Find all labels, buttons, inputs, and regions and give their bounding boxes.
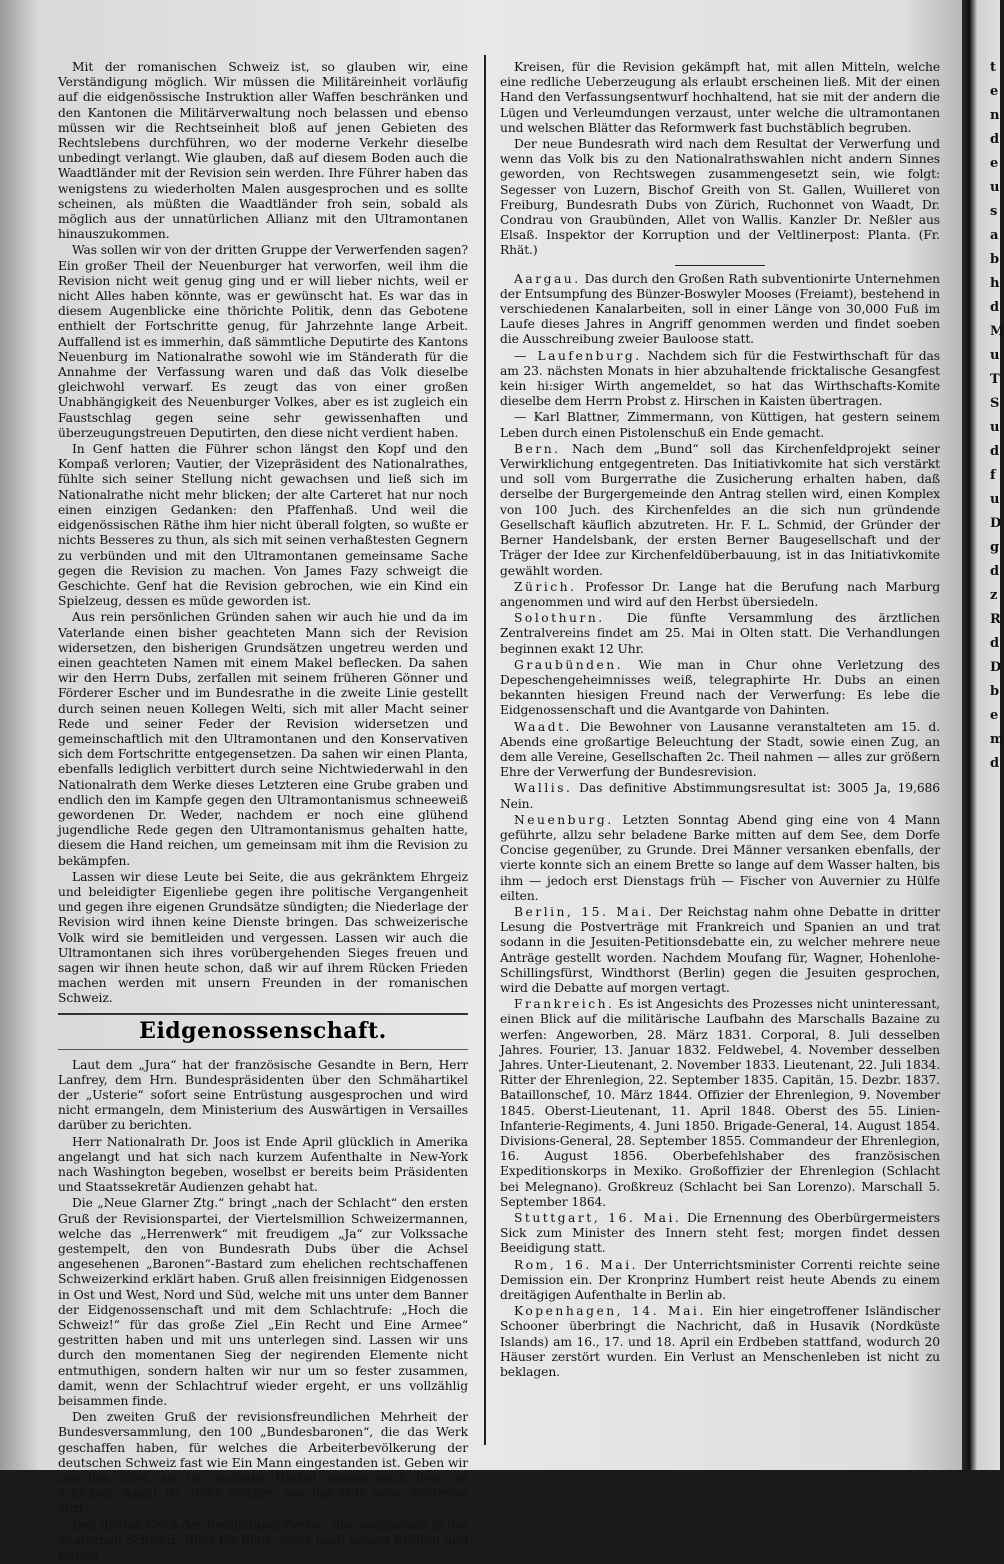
paragraph xyxy=(500,580,940,610)
edge-letter: d xyxy=(990,132,1000,147)
edge-letter: D xyxy=(990,516,1002,531)
paragraph xyxy=(58,1410,468,1516)
paragraph-text: Es ist Angesichts des Prozesses nicht uninteressant, einen Blick auf die militärische Laufbahn des Marschalls Bazaine zu werfen: Angeworben, 28. März 1831. Corporal, 8. Juli desselben Jahres. Fourier, 13. Januar 1832. Feldwebel, 4. November desselben Jahres. Unter-Lieutenant, 2. November 1833. Lieutenant, 22. Juli 1834. Ritter der Ehrenlegion, 22. September 1835. Capitän, 15. Dezbr. 1837. Bataillonschef, 10. März 1844. Offizier der Ehrenlegion, 9. November 1845. Oberst-Lieutenant, 11. April 1848. Oberst des 55. Linien-Infanterie-Regiments, 4. Juni 1850. Brigade-General, 14. August 1854. Divisions-General, 28. September 1855. Commandeur der Ehrenlegion, 16. August 1856. Oberbefehlshaber des französischen Expeditionskorps in Mexiko. Großoffizier der Ehrenlegion (Schlacht bei Melegnano). Großkreuz (Schlacht bei San Lorenzo). Marschall 5. September 1864. xyxy=(500,997,940,1209)
paragraph xyxy=(500,1258,940,1304)
paragraph xyxy=(500,611,940,657)
paragraph xyxy=(500,410,940,440)
left-paragraphs-before xyxy=(58,60,468,1007)
section-rule xyxy=(675,265,765,266)
left-column xyxy=(58,60,468,1564)
paragraph xyxy=(500,1304,940,1380)
paragraph-text: Ein hier eingetroffener Isländischer Schooner überbringt die Nachricht, daß in Husavik (Nordküste Islands) am 16., 17. und 18. April ein Erdbeben stattfand, wodurch 20 Häuser zerstört wurden. Ein Verlust an Menschenleben ist nicht zu beklagen. xyxy=(500,1304,941,1380)
paragraph xyxy=(500,658,940,719)
paragraph xyxy=(58,610,468,868)
dateline: Stuttgart, 16. Mai. xyxy=(514,1211,682,1226)
paragraph xyxy=(500,442,940,579)
edge-letter: h xyxy=(990,276,1000,291)
paragraph xyxy=(58,1135,468,1196)
paragraph-text: Letzten Sonntag Abend ging eine von 4 Mann geführte, allzu sehr beladene Barke mitten auf dem See, dem Dorfe Concise gegenüber, zu Grunde. Drei Männer versanken ebenfalls, der vierte konnte sich an einem Brette so lange auf dem Wasser halten, bis ihm — jedoch erst Dienstags früh — Fischer von Auvernier zu Hülfe eilten. xyxy=(500,812,941,903)
edge-letter: d xyxy=(990,564,1000,579)
paragraph xyxy=(58,870,468,1007)
paragraph-text: In Genf hatten die Führer schon längst den Kopf und den Kompaß verloren; Vautier, der Vizepräsident des Nationalrathes, fühlte sich seiner Stellung nicht gewachsen und ließ sich im Nationalrathe nicht mehr blicken; der alte Carteret hat nur noch einen einzigen Gedanken: den Pfaffenhaß. Und weil die eidgenössischen Räthe ihm hier nicht überall folgten, so wußte er nichts Besseres zu thun, als sich mit seinen verhaßtesten Gegnern zu verbünden und mit den Ultramontanen gemeinsame Sache gegen die Revision zu machen. Von James Fazy schweigt die Geschichte. Genf hat die Revision gebrochen, wie ein Kind ein Spielzeug, dessen es müde geworden ist. xyxy=(58,442,468,609)
dateline: Frankreich. xyxy=(514,997,615,1012)
edge-letter: e xyxy=(990,156,999,171)
left-paragraphs-after xyxy=(58,1058,468,1564)
paragraph-text: Nach dem „Bund“ soll das Kirchenfeldprojekt seiner Verwirklichung entgegentreten. Das Initiativkomite hat sich verstärkt und soll vom Burgerrathe die Zusicherung erhalten haben, daß derselbe der Burgergemeinde den Antrag stellen wird, einen Komplex von 100 Juch. des Kirchenfeldes an die sich nun gründende Gesellschaft käuflich abzutreten. Hr. F. L. Schmid, der Gründer der Berner Handelsbank, der ersten Berner Baugesellschaft und der Träger der Idee zur Kirchenfeldüberbauung, ist in das Initiativkomite gewählt worden. xyxy=(500,441,940,578)
dateline: Wallis. xyxy=(514,781,573,796)
paragraph xyxy=(58,442,468,609)
edge-letter: d xyxy=(990,444,1000,459)
paragraph xyxy=(58,60,468,242)
edge-letter: u xyxy=(990,348,1000,363)
paragraph-text: Kreisen, für die Revision gekämpft hat, mit allen Mitteln, welche eine redliche Ueberzeugung als erlaubt erscheinen ließ. Mit der einen Hand den Verfassungsentwurf hochhaltend, hat sie mit der andern die Lügen und Verleumdungen verzaust, unter welche die ultramontanen und welschen Blätter das Reformwerk fast buchstäblich begruben. xyxy=(500,60,940,135)
paragraph xyxy=(500,137,940,259)
paragraph-text: Die „Neue Glarner Ztg.“ bringt „nach der Schlacht“ den ersten Gruß der Revisionspartei, der Viertelsmillion Schweizermannen, welche das „Herrenwerk“ mit freudigem „Ja“ zur Volkssache gestempelt, den von Bundesrath Dubs über die Achsel angesehenen „Baronen“-Bastard zum ehelichen rechtschaffenen Schweizerkind erklärt haben. Gruß allen freisinnigen Eidgenossen in Ost und West, Nord und Süd, welche mit uns unter dem Banner der Eidgenossenschaft und mit dem Schlachtrufe: „Hoch die Schweiz!“ für das große Ziel „Ein Recht und Eine Armee“ gestritten haben und mit uns unterlegen sind. Lassen wir uns durch den momentanen Sieg der negirenden Elemente nicht entmuthigen, sondern halten wir nur um so fester zusammen, damit, wenn der Schlachtruf wieder ergeht, er uns vollzählig beisammen finde. xyxy=(58,1196,468,1409)
paragraph-text: Nachdem sich für die Festwirthschaft für das am 23. nächsten Monats in hier abzuhaltende fricktalische Gesangfest kein hi:siger Wirth angemeldet, so hat das Wirthschafts-Komite dieselbe dem Herrn Probst z. Hirschen in Kaisten übertragen. xyxy=(500,348,940,409)
edge-letter: z xyxy=(990,588,998,603)
paragraph-text: Lassen wir diese Leute bei Seite, die aus gekränktem Ehrgeiz und beleidigter Eigenliebe gegen ihre politische Vergangenheit und gegen ihre eigenen Grundsätze sündigten; die Niederlage der Revision wird ihnen keine Dienste bringen. Das schweizerische Volk wird sie bemitleiden und vergessen. Lassen wir auch die Ultramontanen sich ihres vorübergehenden Sieges freuen und sagen wir ihnen heute schon, daß wir auf ihrem Rücken Frieden machen werden mit unsern Freunden in der romanischen Schweiz. xyxy=(58,869,468,1006)
paragraph-text: Der Reichstag nahm ohne Debatte in dritter Lesung die Postverträge mit Frankreich und Spanien an und trat sodann in die Jesuiten-Petitionsdebatte ein, zu welcher mehrere neue Anträge gestellt worden. Nachdem Moufang für, Wagner, Hohenlohe-Schillingsfürst, Windthorst (Berlin) gegen die Jesuiten gesprochen, wird die Debatte auf morgen vertagt. xyxy=(500,904,940,995)
dateline: Neuenburg. xyxy=(514,812,614,827)
edge-letter: n xyxy=(990,108,1000,123)
edge-letter: D xyxy=(990,660,1002,675)
dateline: Bern. xyxy=(514,441,561,456)
edge-letter: u xyxy=(990,420,1000,435)
paragraph xyxy=(500,905,940,996)
paragraph xyxy=(500,720,940,781)
paragraph xyxy=(500,349,940,410)
section-heading: Eidgenossenschaft. xyxy=(139,1017,387,1044)
edge-letter: T xyxy=(990,372,1000,387)
edge-letter: a xyxy=(990,228,999,243)
edge-letter: e xyxy=(990,84,999,99)
paragraph xyxy=(58,243,468,441)
edge-letter: g xyxy=(990,540,1000,555)
paragraph-text: Wie man in Chur ohne Verletzung des Depeschengeheimnisses weiß, telegraphirte Hr. Dubs an einen bekannten hiesigen Freund nach der Verwerfung: Es lebe die Eidgenossenschaft und die Avantgarde von Dahinten. xyxy=(500,657,940,718)
edge-letter: d xyxy=(990,636,1000,651)
dateline: Rom, 16. Mai. xyxy=(514,1257,639,1272)
paragraph-text: — Karl Blattner, Zimmermann, von Küttigen, hat gestern seinem Leben durch einen Pistolenschuß ein Ende gemacht. xyxy=(500,410,940,440)
dateline: Zürich. xyxy=(514,579,577,594)
paragraph-text: Das definitive Abstimmungsresultat ist: 3005 Ja, 19,686 Nein. xyxy=(500,781,941,811)
edge-letter: e xyxy=(990,708,999,723)
next-page-edge-text xyxy=(990,60,1004,780)
dateline: Berlin, 15. Mai. xyxy=(514,904,655,919)
paragraph-text: Der Unterrichtsminister Correnti reichte seine Demission ein. Der Kronprinz Humbert reist heute Abends zu einem dreitägigen Aufenthalte in Berlin ab. xyxy=(500,1257,940,1303)
edge-letter: s xyxy=(990,204,998,219)
dateline: Waadt. xyxy=(514,719,572,734)
edge-letter: u xyxy=(990,180,1000,195)
paragraph xyxy=(500,813,940,904)
paragraph-text: Die fünfte Versammlung des ärztlichen Zentralvereins findet am 25. Mai in Olten statt. Die Verhandlungen beginnen exakt 12 Uhr. xyxy=(500,611,940,656)
section-heading-box xyxy=(58,1013,468,1050)
paragraph-text: Der neue Bundesrath wird nach dem Resultat der Verwerfung und wenn das Volk bis zu den Nationalrathswahlen nicht andern Sinnes geworden, von Rechtswegen zusammengesetzt sein, wie folgt: Segesser von Luzern, Bischof Greith von St. Gallen, Wuilleret von Freiburg, Bundesrath Dubs von Zürich, Ruchonnet von Waadt, Dr. Condrau von Graubünden, Allet von Wallis. Kanzler Dr. Neßler aus Elsaß. Inspektor der Korruption und der Veltlinerpost: Planta. (Fr. Rhät.) xyxy=(500,137,940,258)
dateline: Aargau. xyxy=(514,271,581,286)
paragraph xyxy=(58,1196,468,1409)
paragraph-text: Den zweiten Gruß der revisionsfreundlichen Mehrheit der Bundesversammlung, den 100 „Bundesbaronen“, die das Werk geschaffen haben, für welches die Arbeiterbevölkerung der deutschen Schweiz fast wie Ein Mann eingestanden ist. Geben wir uns das Wort, sie im nächsten Herbst wieder nach Bern zu schicken, damit Hr. Dubs erfahre, wie das Volk seine Vertreter ehrt. xyxy=(58,1410,468,1516)
paragraph-text: Laut dem „Jura“ hat der französische Gesandte in Bern, Herr Lanfrey, dem Hrn. Bundespräsidenten über den Schmähartikel der „Usterie“ sofort seine Entrüstung ausgesprochen und wird nicht ermangeln, dem Ministerium des Auswärtigen in Versailles darüber zu berichten. xyxy=(58,1057,468,1133)
right-paragraphs-top xyxy=(500,60,940,259)
paragraph xyxy=(500,997,940,1210)
edge-letter: b xyxy=(990,252,1000,267)
paragraph xyxy=(500,272,940,348)
column-divider xyxy=(484,55,486,1445)
dateline: — Laufenburg. xyxy=(514,348,642,363)
paragraph-text: Mit der romanischen Schweiz ist, so glauben wir, eine Verständigung möglich. Wir müssen die Militäreinheit vorläufig auf die eidgenössische Instruktion aller Waffen beschränken und den Kantonen die Militärverwaltung noch belassen und ebenso müssen wir die Rechtseinheit bloß auf jenen Gebieten des Rechtslebens durchführen, wo der moderne Verkehr dieselbe unbedingt verlangt. Wie glauben, daß auf diesem Boden auch die Waadtländer mit der Revision sein werden. Ihre Führer haben das wenigstens zu wiederholten Malen ausgesprochen und es sollte scheinen, als müßten die Waadtländer froh sein, sobald als möglich aus der unnatürlichen Allianz mit den Ultramontanen hinauszukommen. xyxy=(58,60,468,242)
dateline: Graubünden. xyxy=(514,657,624,672)
paragraph-text: Die Bewohner von Lausanne veranstalteten am 15. d. Abends eine großartige Beleuchtung der Stadt, sowie einen Zug, an dem alle Vereine, Gesellschaften 2c. Theil nahmen — alles zur größern Ehre der Verwerfung der Bundesrevision. xyxy=(500,719,941,780)
paragraph xyxy=(500,1211,940,1257)
edge-letter: M xyxy=(990,324,1004,339)
dateline: Solothurn. xyxy=(514,611,605,626)
news-items xyxy=(500,272,940,1381)
paragraph-text: Das durch den Großen Rath subventionirte Unternehmen der Entsumpfung des Bünzer-Boswyler Mooses (Freiamt), bestehend in verschiedenen Kanalarbeiten, soll in einer Länge von 30,000 Fuß im Laufe dieses Jahres in Angriff genommen werden und findet soeben die Ausschreibung zweier Bauloose statt. xyxy=(500,271,940,347)
edge-letter: b xyxy=(990,684,1000,699)
edge-letter: d xyxy=(990,756,1000,771)
edge-letter: f xyxy=(990,468,996,483)
paragraph xyxy=(58,1518,468,1564)
edge-letter: t xyxy=(990,60,997,75)
paragraph-text: Was sollen wir von der dritten Gruppe der Verwerfenden sagen? Ein großer Theil der Neuenburger hat verworfen, weil ihm die Revision nicht weit genug ging und er will lieber nichts, weil er nicht Alles haben könnte, was er gewünscht hat. Es war das in diesem Augenblicke eine thörichte Politik, denn das Gebotene enthielt der Fortschritte genug, für Jahrzehnte lange Arbeit. Auffallend ist es immerhin, daß sämmtliche Deputirte des Kantons Neuenburg im Nationalrathe sowohl wie im Ständerath für die Annahme der Verfassung waren und daß das Volk dieselbe gleichwohl verwarf. Es zeugt das von einer großen Unabhängigkeit des Neuenburger Volkes, aber es ist zugleich ein Faustschlag gegen seine sehr gewissenhaften und überzeugungstreuen Deputirten, den diese nicht verdient haben. xyxy=(58,243,468,440)
paragraph xyxy=(58,1058,468,1134)
paragraph-text: Aus rein persönlichen Gründen sahen wir auch hie und da im Vaterlande einen bisher geachteten Mann sich der Revision widersetzen, den bisherigen Grundsätzen ungetreu werden und einen geachteten Namen mit einem Makel beflecken. Da sahen wir den Herrn Dubs, zerfallen mit seinem früheren Gönner und Förderer Escher und im Bundesrathe in die zweite Linie gestellt durch seinen neuen Kollegen Welti, sich mit aller Macht seiner Rede und seiner Feder der Revision widersetzen und gemeinschaftlich mit den Ultramontanen und den Konservativen sich dem Fortschritte entgegensetzen. Da sahen wir einen Planta, ebenfalls lediglich verbittert durch seine Nichtwiederwahl in den Nationalrath dem Werke dieses Letzteren eine Grube graben und endlich den im Kampfe gegen den Ultramontanismus schneeweiß gewordenen Dr. Weder, nachdem er noch eine glühend jugendliche Rede gegen den Ultramontanismus gehalten hatte, diesem die Hand reichen, um gemeinsam mit ihm die Revision zu bekämpfen. xyxy=(58,610,468,868)
paragraph-text: Professor Dr. Lange hat die Berufung nach Marburg angenommen und wird auf den Herbst übersiedeln. xyxy=(500,579,940,609)
edge-letter: u xyxy=(990,492,1000,507)
edge-letter: R xyxy=(990,612,1001,627)
edge-letter: m xyxy=(990,732,1004,747)
paragraph-text: Herr Nationalrath Dr. Joos ist Ende April glücklich in Amerika angelangt und hat sich nach kurzem Aufenthalte in New-York nach Washington begeben, woselbst er bereits beim Präsidenten und Staatssekretär Audienzen gehabt hat. xyxy=(58,1134,468,1195)
edge-letter: S xyxy=(990,396,1000,411)
dateline: Kopenhagen, 14. Mai. xyxy=(514,1304,706,1319)
right-column xyxy=(500,60,940,1381)
edge-letter: d xyxy=(990,300,1000,315)
paragraph-text: Den dritten Gruß der freisinnigen Presse, die, wenigstens in der deutschen Schweiz, Blatt für Blatt, jedes nach seinen Kräften und seinen xyxy=(58,1517,468,1563)
paragraph xyxy=(500,781,940,811)
paragraph-text: Die Ernennung des Oberbürgermeisters Sick zum Minister des Innern steht fest; morgen findet dessen Beeidigung statt. xyxy=(500,1211,940,1256)
paragraph xyxy=(500,60,940,136)
